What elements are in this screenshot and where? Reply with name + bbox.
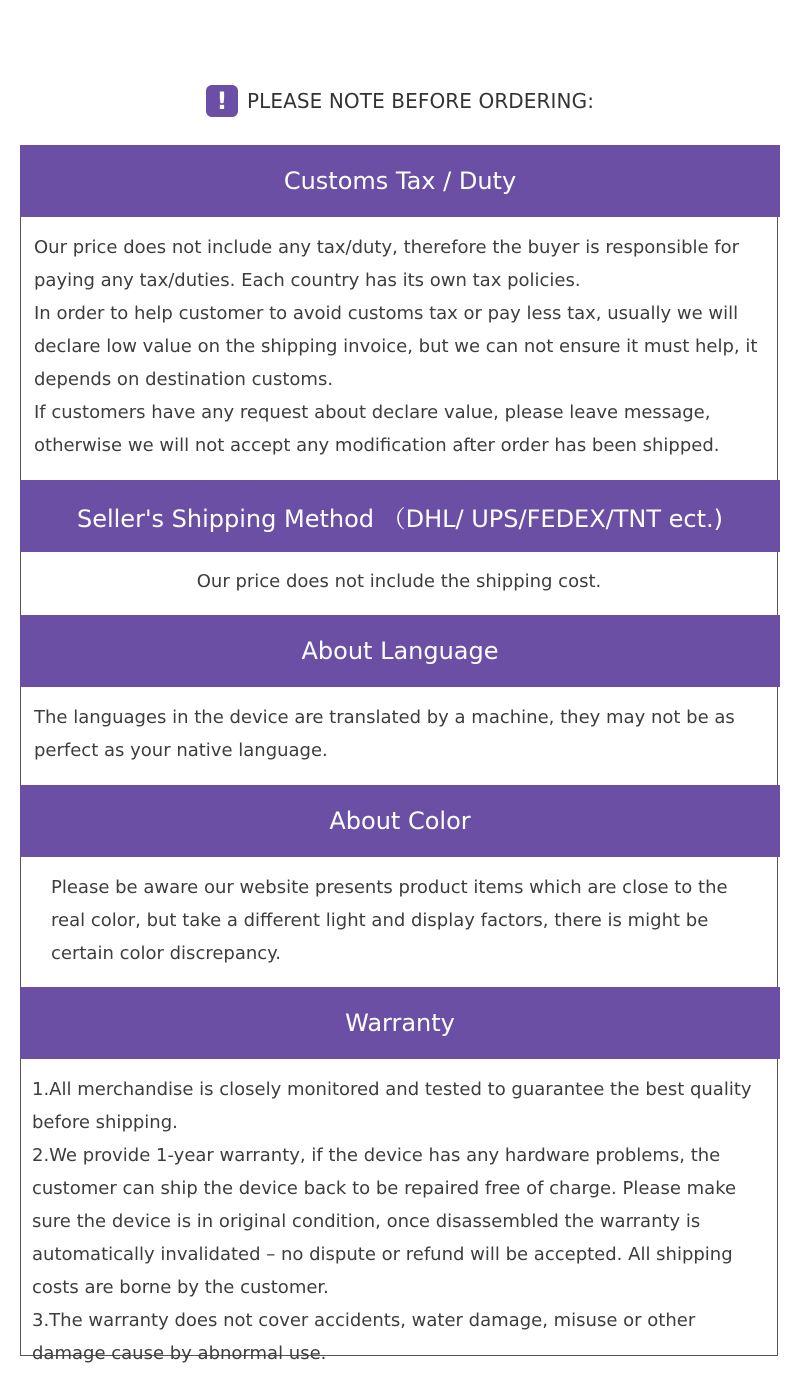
section-body-warranty (21, 1073, 777, 1370)
exclamation-icon: ! (206, 85, 238, 117)
section-title-warranty: Warranty (20, 987, 780, 1059)
paragraph: If customers have any request about declare value, please leave message, otherwise we will not accept any modification after order has been shipped. (34, 402, 720, 456)
section-body-language (21, 701, 777, 767)
section-title-customs: Customs Tax / Duty (20, 145, 780, 217)
paragraph: 1.All merchandise is closely monitored and tested to guarantee the best quality before shipping. (32, 1079, 752, 1133)
section-title-color: About Color (20, 785, 780, 857)
section-title-shipping: Seller's Shipping Method （DHL/ UPS/FEDEX/TNT ect.) (20, 480, 780, 552)
section-body-shipping (21, 565, 777, 598)
paragraph: Our price does not include the shipping cost. (196, 571, 602, 592)
paragraph: Please be aware our website presents product items which are close to the real color, but take a different light and display factors, there is might be certain color discrepancy. (51, 877, 728, 964)
paragraph: Our price does not include any tax/duty, therefore the buyer is responsible for paying any tax/duties. Each country has its own tax policies. (34, 237, 740, 291)
paragraph: In order to help customer to avoid customs tax or pay less tax, usually we will declare low value on the shipping invoice, but we can not ensure it must help, it depends on destination customs. (34, 303, 758, 390)
paragraph: 3.The warranty does not cover accidents, water damage, misuse or other damage cause by abnormal use. (32, 1310, 696, 1364)
paragraph: 2.We provide 1-year warranty, if the device has any hardware problems, the customer can ship the device back to be repaired free of charge. Please make sure the device is in original condition, once disassembled the warranty is automatically invalidated – no dispute or refund will be accepted. All shipping costs are borne by the customer. (32, 1145, 737, 1298)
notice-text: PLEASE NOTE BEFORE ORDERING: (246, 89, 595, 113)
section-title-language: About Language (20, 615, 780, 687)
section-body-color (21, 871, 777, 970)
paragraph: The languages in the device are translated by a machine, they may not be as perfect as your native language. (34, 707, 735, 761)
notice-header (0, 84, 800, 118)
section-body-customs (21, 231, 777, 462)
